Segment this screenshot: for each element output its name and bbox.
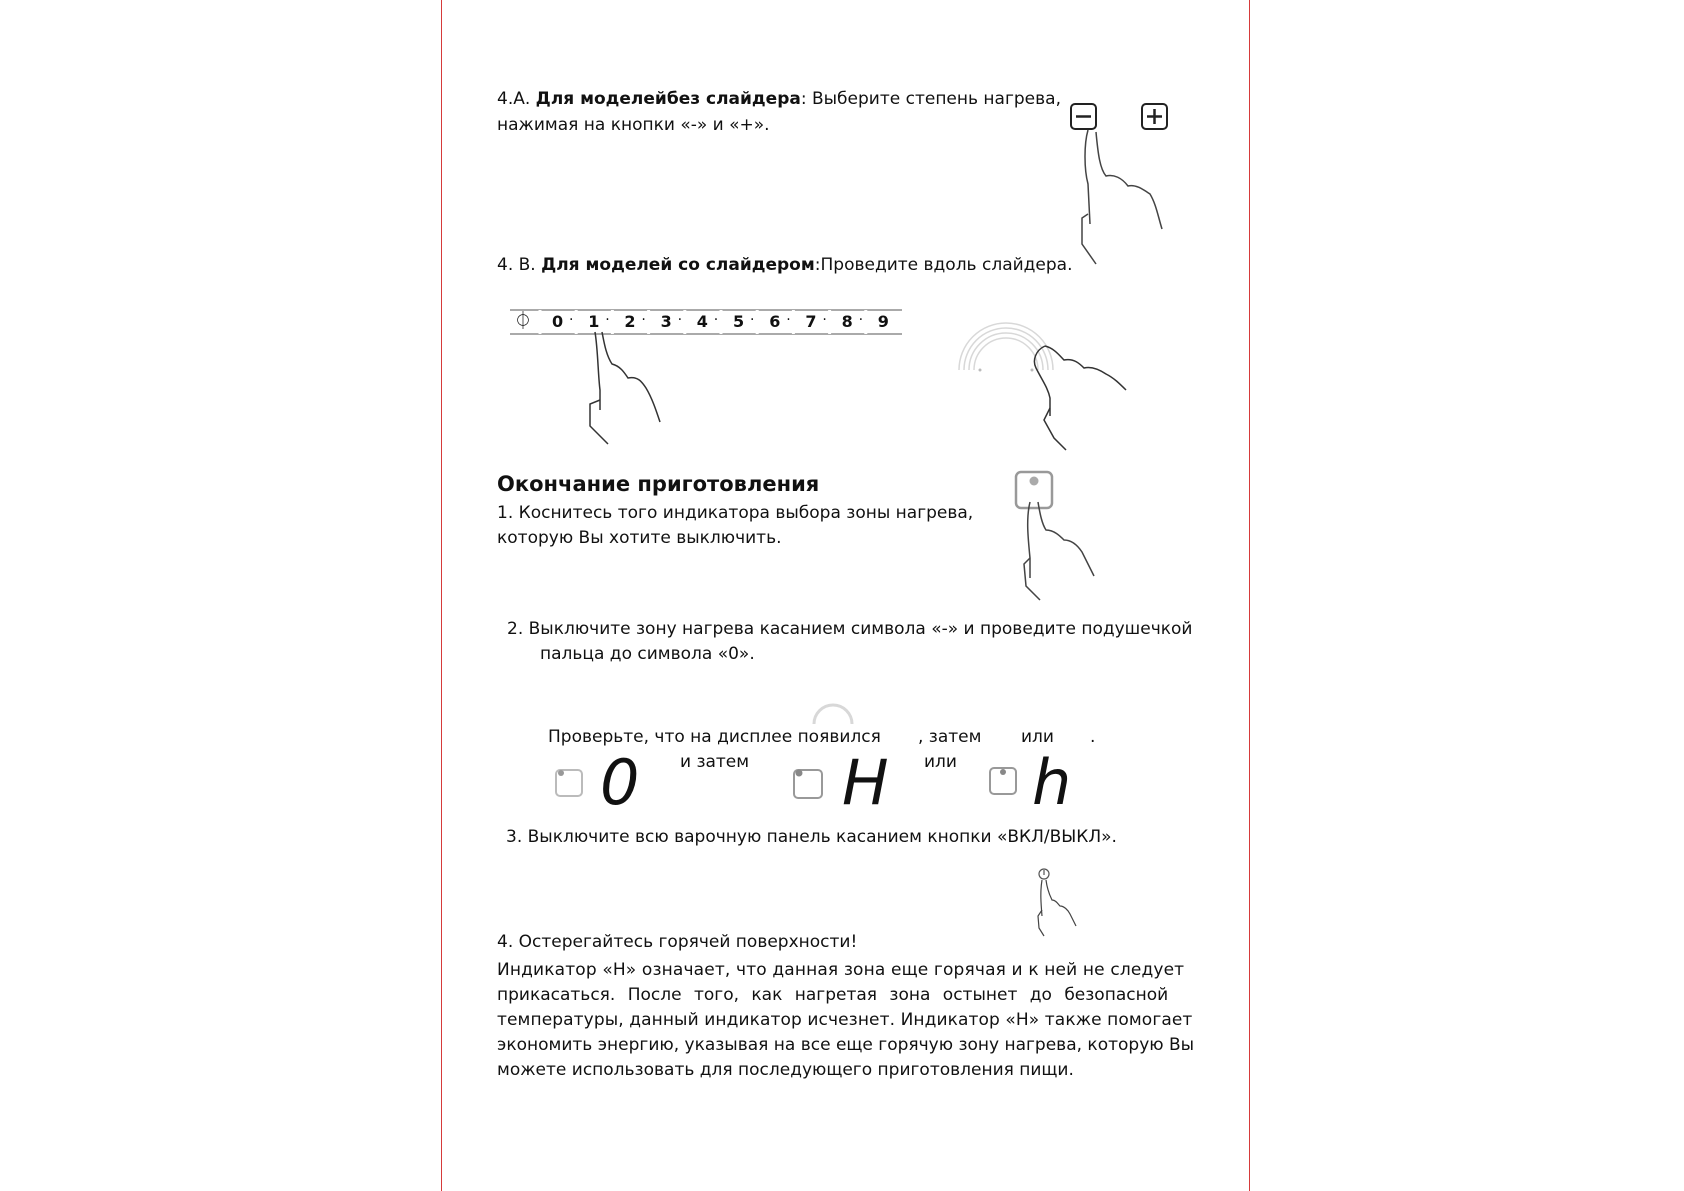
section-4b-rest: :Проведите вдоль слайдера.: [814, 255, 1073, 275]
display-h: h: [1032, 746, 1072, 819]
minus-button-icon: [1071, 104, 1096, 129]
slider-digit-3: 3: [660, 312, 672, 331]
display-indicators: [548, 748, 1168, 818]
indicator-H-icon: [794, 770, 822, 799]
finger-icon: [1024, 502, 1094, 600]
finish-step3: 3. Выключите всю варочную панель касанием кнопки «ВКЛ/ВЫКЛ».: [506, 827, 1117, 847]
step4-line: можете использовать для последующего приготовления пищи.: [497, 1060, 1074, 1080]
indicator-0-icon: [556, 770, 582, 796]
slider-digit-4: 4: [696, 312, 708, 331]
slider-digit-7: 7: [805, 312, 817, 331]
slider-dot: ·: [569, 312, 574, 328]
slider-digit-5: 5: [733, 312, 745, 331]
slider-dot: ·: [641, 312, 646, 328]
section-4a-prefix: 4.А.: [497, 89, 536, 109]
finish-step2-line1: 2. Выключите зону нагрева касанием символа «-» и проведите подушечкой: [507, 619, 1193, 639]
section-4b-bold: Для моделей со слайдером: [541, 255, 815, 275]
display-0: 0: [600, 746, 640, 819]
slider-digit-1: 1: [588, 312, 600, 331]
slider-digit-9: 9: [877, 312, 889, 331]
slider-dot: ·: [713, 312, 719, 328]
slider-dot: ·: [786, 312, 791, 328]
finish-title: Окончание приготовления: [497, 472, 820, 496]
check-dot: .: [1090, 727, 1096, 747]
zone-indicator-icon: [1016, 472, 1052, 508]
finger-icon: [1038, 880, 1076, 936]
round-slider-arc-icon: [959, 323, 1053, 370]
finger-on-slider-icon: [580, 330, 690, 450]
finger-icon: [1082, 130, 1162, 264]
slider-dot: ·: [605, 312, 610, 328]
power-icon: [1039, 869, 1049, 879]
round-slider-illustration: [950, 308, 1160, 458]
finger-icon: [1034, 346, 1126, 450]
indicator-h-icon: [990, 768, 1016, 794]
slider-dot: ·: [750, 312, 755, 328]
zone-indicator-illustration: [1010, 468, 1120, 608]
step4-line: температуры, данный индикатор исчезнет. Индикатор «Н» также помогает: [497, 1010, 1193, 1030]
plus-button-icon: [1142, 104, 1167, 129]
step4-line: Индикатор «Н» означает, что данная зона еще горячая и к ней не следует: [497, 960, 1185, 980]
section-4a-rest: : Выберите степень нагрева,: [800, 89, 1061, 109]
and-then-label: и затем: [680, 752, 750, 772]
section-4b-prefix: 4. В.: [497, 255, 542, 275]
finish-step1-line2: которую Вы хотите выключить.: [497, 528, 782, 548]
section-4a-line1: [497, 87, 1061, 112]
slider-power-symbol: ⏀: [514, 311, 532, 332]
power-button-illustration: [1030, 866, 1100, 946]
section-4a-line2: нажимая на кнопки «-» и «+».: [497, 115, 770, 135]
step4-line: прикасаться. После того, как нагретая зона остынет до безопасной: [497, 985, 1169, 1005]
display-H: H: [842, 746, 889, 819]
small-round-slider-icon: [808, 690, 858, 730]
slider-digit-2: 2: [624, 312, 636, 331]
finish-step1-line1: 1. Коснитесь того индикатора выбора зоны нагрева,: [497, 503, 974, 523]
section-4a-bold: Для моделейбез слайдера: [535, 89, 801, 109]
slider-digit-0: 0: [552, 312, 564, 331]
slider-digit-8: 8: [841, 312, 853, 331]
slider-dot: ·: [677, 312, 683, 328]
section-4b-line: [497, 253, 1072, 278]
slider-dot: ·: [822, 312, 827, 328]
or-label: или: [924, 752, 957, 772]
slider-dot: ·: [858, 312, 864, 328]
check-then: , затем: [918, 727, 982, 747]
check-or: или: [1021, 727, 1054, 747]
slider-digit-6: 6: [769, 312, 781, 331]
minus-plus-buttons-illustration: [1062, 94, 1202, 274]
check-text: Проверьте, что на дисплее появился: [548, 727, 881, 747]
finish-step4-title: 4. Остерегайтесь горячей поверхности!: [497, 932, 858, 952]
step4-line: экономить энергию, указывая на все еще горячую зону нагрева, которую Вы: [497, 1035, 1195, 1055]
finish-step2-line2: пальца до символа «0».: [540, 644, 755, 664]
step4-paragraph: [497, 958, 1207, 1083]
